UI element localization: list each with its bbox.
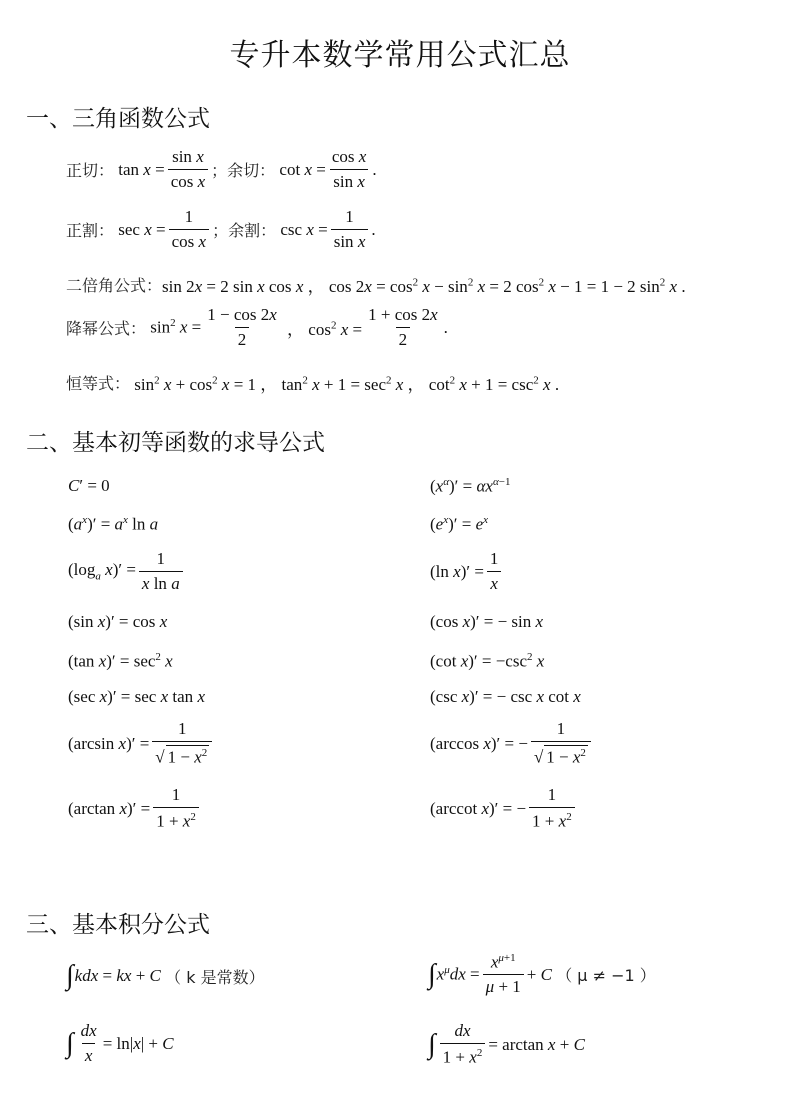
deriv-exponential-a: $(a^x)' = a^x$ ln a: [68, 514, 159, 534]
deriv-constant: C′ = 0: [68, 476, 110, 495]
deriv-tan: (tan $x)' = \sec^2 x$: [68, 651, 173, 671]
deriv-ln: (ln x)′ = $\frac{1}{x}$: [430, 550, 504, 593]
deriv-power: $(x^\alpha)' = \alpha x^{\alpha-1}$: [430, 476, 511, 496]
deriv-csc: (csc x)′ = − csc x cot x: [430, 687, 581, 706]
deriv-arcsin: (arcsin x)′ = $\frac{1}{√ 1 - x^2}$: [68, 720, 215, 767]
deriv-arctan: (arctan x)′ = $\frac{1}{1 + x^2}$: [68, 786, 202, 831]
formula-tan-cot: 正切： tan x = $\frac{\text{sin x}}{\text{cos x}}$ ；余切： cot x = $\frac{\text{cos x}}{\text{sin x}}$ .: [66, 147, 377, 191]
formula-identities: 恒等式： $\sin^2 x + \cos^2 x = 1$ ， $\tan^2 x + 1 = \sec^2 x$ ， $\cot^2 x + 1 = \csc^2 x$ .: [66, 374, 560, 394]
formula-double-angle: 二倍角公式： sin 2x = 2 sin x cos x ， $\cos 2x = \cos^2 x - \sin^2 x = 2$ $\cos^2 x - 1 = 1 - 2$ $\sin^2 x$ .: [66, 276, 686, 296]
deriv-arccos: (arccos x)′ = − $\frac{1}{√ 1 - x^2}$: [430, 720, 594, 767]
integral-constant: ∫ kdx = kx + C （ k 是常数）: [66, 960, 265, 991]
deriv-log-a: ($\log_a$ x)′ = $\frac{1}{\text{x ln a}}$: [68, 550, 186, 593]
deriv-sin: (sin x)′ = cos x: [68, 612, 168, 631]
deriv-cos: (cos x)′ = − sin x: [430, 612, 544, 631]
formula-sec-csc: 正割： sec x = $\frac{1}{\text{cos x}}$ ；余割： csc x = $\frac{1}{\text{sin x}}$ .: [66, 207, 376, 251]
deriv-exponential-e: $(e^x)' = e^x$: [430, 514, 489, 534]
deriv-cot: (cot $x)' = -\csc^2$ x: [430, 651, 545, 671]
deriv-arccot: (arccot x)′ = − $\frac{1}{1 + x^2}$: [430, 786, 578, 831]
deriv-sec: (sec x)′ = sec x tan x: [68, 687, 205, 706]
formula-power-reduction: 降幂公式： $\sin^2 x$ = $\frac{1 - \cos 2x}{2}$ ， $\cos^2 x$ = $\frac{1 + \cos 2x}{2}$ .: [66, 305, 448, 349]
page-title: 专升本数学常用公式汇总: [229, 38, 571, 73]
section-heading-integrals: 三、基本积分公式: [26, 912, 210, 938]
integral-arctan: ∫ $\frac{dx}{1 + x^2}$ = arctan x + C: [428, 1021, 585, 1067]
section-heading-derivatives: 二、基本初等函数的求导公式: [26, 430, 325, 456]
section-heading-trig: 一、三角函数公式: [26, 106, 210, 132]
integral-reciprocal: ∫ $\frac{dx}{x}$ = ln|x| + C: [66, 1021, 174, 1065]
integral-power: ∫ $x^\mu dx$ = $\frac{x^{\mu+1}}{\mu + 1}$ + C （ μ ≠ −1 ）: [428, 952, 656, 997]
